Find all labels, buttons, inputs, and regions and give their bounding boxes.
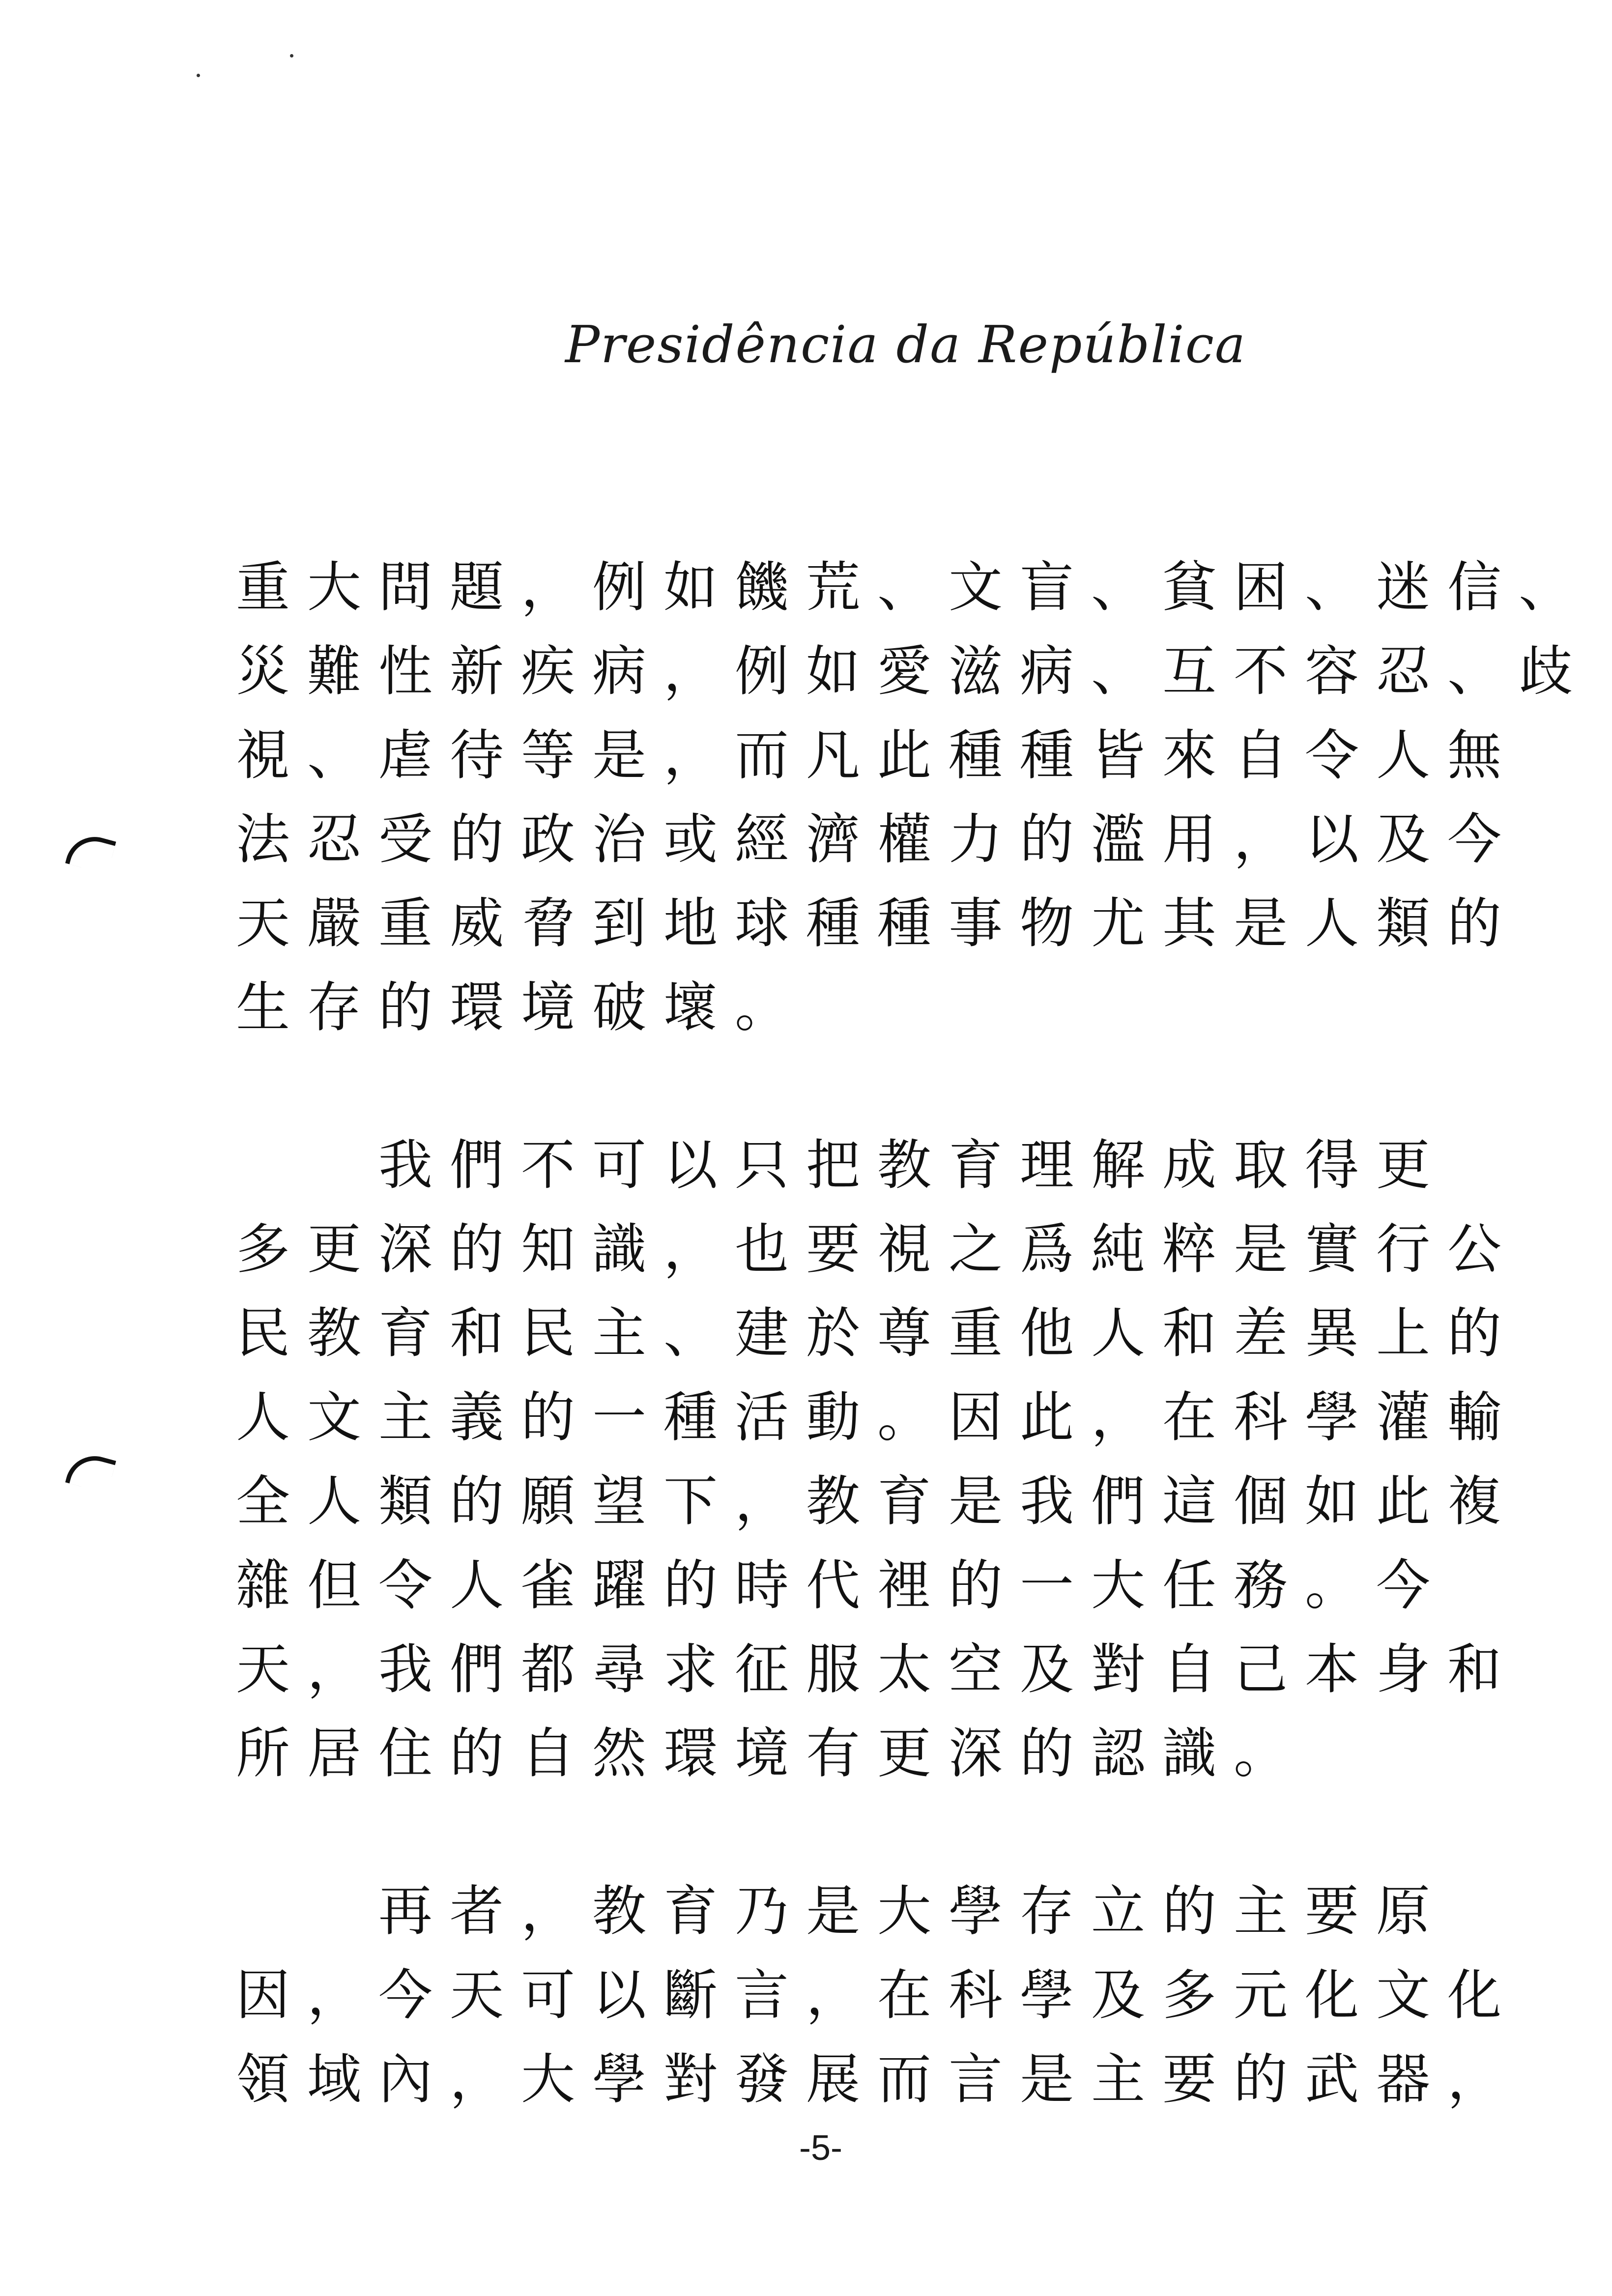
- text-line: 我們不可以只把教育理解成取得更: [378, 1134, 1447, 1197]
- text-line: 全人類的願望下，教育是我們這個如此複: [236, 1470, 1519, 1533]
- paragraph-gap: [236, 1796, 1415, 1869]
- letterhead-presidencia-da-republica: Presidência da República: [565, 315, 1246, 374]
- body-text: [236, 545, 1590, 2122]
- scan-speck: [197, 74, 200, 77]
- text-line: 再者，教育乃是大學存立的主要原: [378, 1880, 1447, 1943]
- text-line: 重大問題，例如饑荒、文盲、貧困、迷信、: [236, 556, 1590, 619]
- text-line: 因，今天可以斷言，在科學及多元化文化: [236, 1964, 1519, 2027]
- text-line: 法忍受的政治或經濟權力的濫用，以及今: [236, 808, 1519, 871]
- page-number: -5-: [799, 2128, 842, 2168]
- text-line: 天嚴重威脅到地球種種事物尤其是人類的: [236, 892, 1519, 955]
- text-line: 天，我們都尋求征服太空及對自己本身和: [236, 1638, 1519, 1701]
- paragraph-3: [236, 1869, 1519, 2122]
- paragraph-gap: [236, 1050, 1415, 1123]
- text-line: 領域內，大學對發展而言是主要的武器，: [236, 2048, 1519, 2111]
- paragraph-1: [236, 545, 1590, 1050]
- text-line: 災難性新疾病，例如愛滋病、互不容忍、歧: [236, 640, 1590, 703]
- text-line: 雜但令人雀躍的時代裡的一大任務。今: [236, 1554, 1447, 1617]
- text-line: 人文主義的一種活動。因此，在科學灌輸: [236, 1386, 1519, 1449]
- text-line: 多更深的知識，也要視之爲純粹是實行公: [236, 1218, 1519, 1281]
- text-line: 民教育和民主、建於尊重他人和差異上的: [236, 1302, 1519, 1365]
- margin-punch-mark: [65, 1450, 116, 1494]
- text-line: 生存的環境破壞。: [236, 976, 806, 1039]
- scan-speck: [290, 54, 293, 57]
- text-line: 視、虐待等是，而凡此種種皆來自令人無: [236, 724, 1519, 787]
- margin-punch-mark: [65, 831, 116, 875]
- paragraph-2: [236, 1123, 1519, 1796]
- text-line: 所居住的自然環境有更深的認識。: [236, 1722, 1305, 1785]
